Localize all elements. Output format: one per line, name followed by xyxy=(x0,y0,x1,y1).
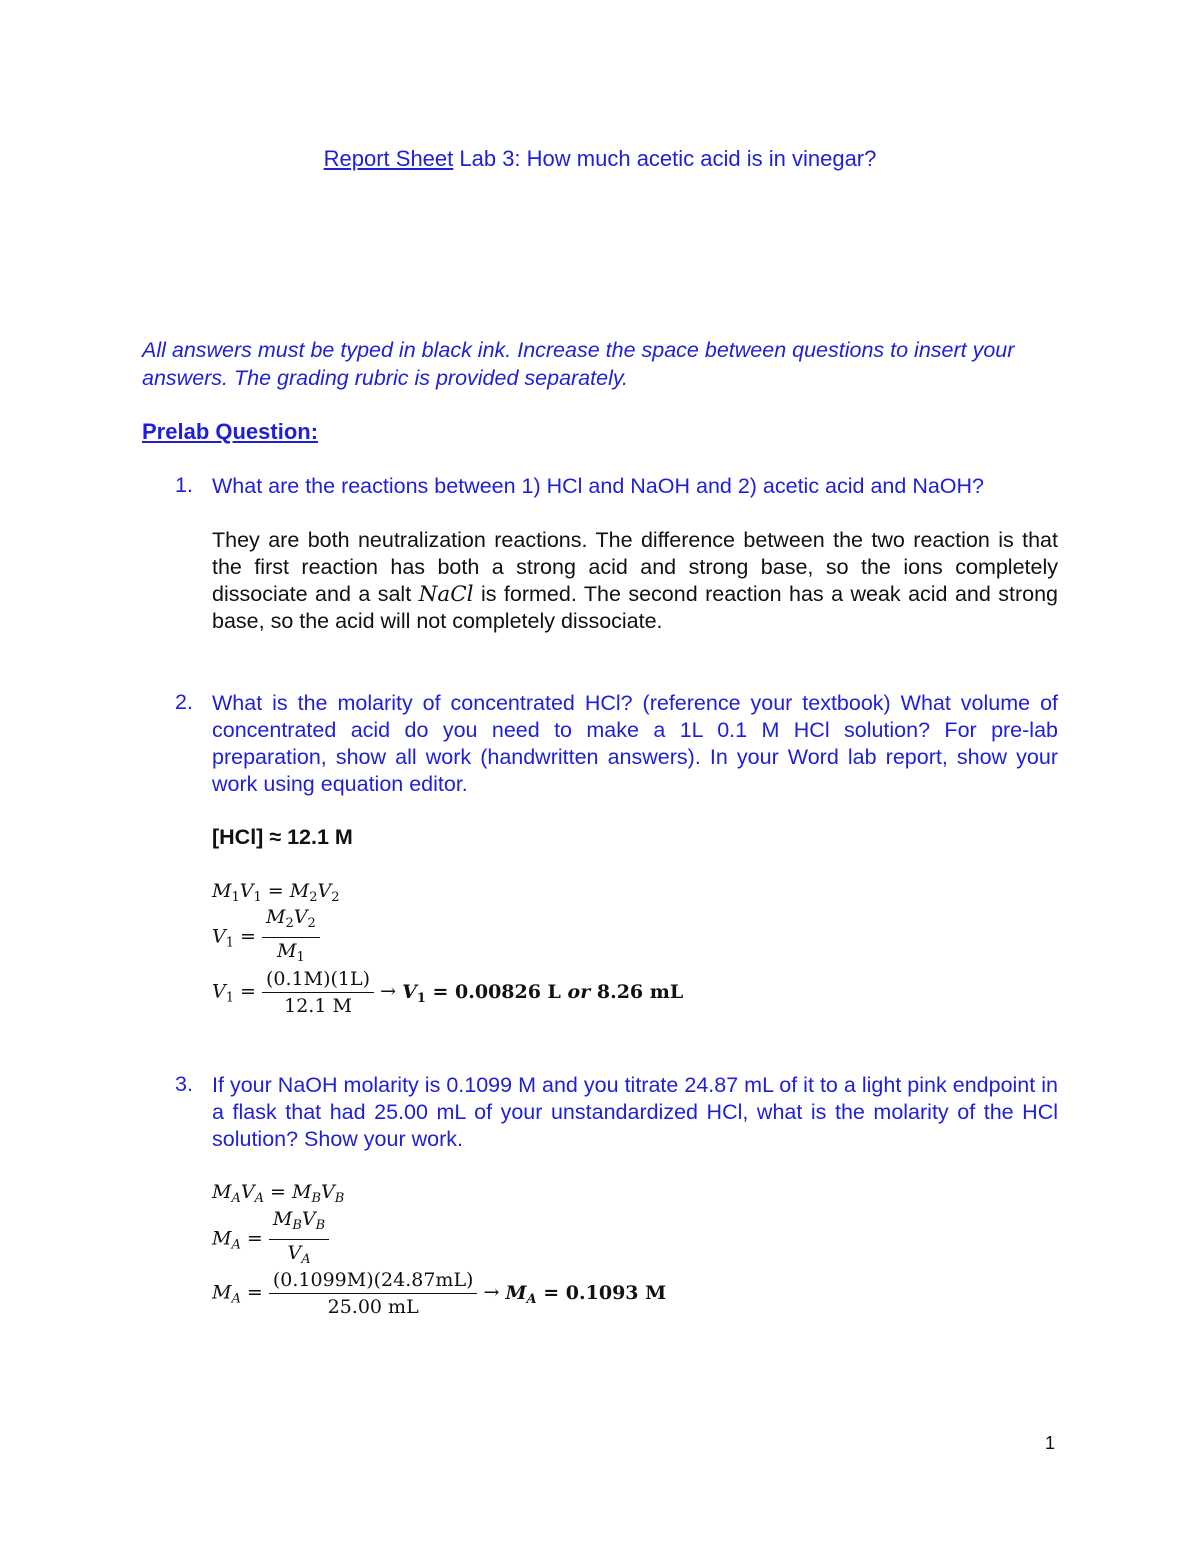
equation-v1-solve: $V_1$ = $\frac{M_2V_2}{M_1}$ xyxy=(212,904,320,971)
question-2-text: What is the molarity of concentrated HCl? (reference your textbook) What volume of concentrated acid do you need to make a 1L 0.1 M HCl solution? For pre-lab preparation, show all work (handwritten answers). In your Word lab report, show your work using equation editor. xyxy=(212,691,1058,796)
page-number: 1 xyxy=(1045,1433,1056,1453)
arrow-2: → xyxy=(483,1281,500,1304)
result-ma: 0.1093 M xyxy=(565,1281,667,1304)
hcl-concentration: [HCl] ≈ 12.1 M xyxy=(212,825,353,849)
report-sheet-link[interactable]: Report Sheet xyxy=(323,146,454,171)
question-3-number: 3. xyxy=(175,1072,193,1096)
fraction-v1-denominator: 12.1 M xyxy=(284,995,352,1017)
fraction-v1-values xyxy=(262,966,374,1019)
question-2-number: 2. xyxy=(175,690,193,714)
fraction-ma-numerator: (0.1099M)(24.87mL) xyxy=(269,1267,478,1294)
section-heading: Prelab Question: xyxy=(142,419,319,444)
equation-m1v1-m2v2: $M_1V_1 = M_2V_2$ xyxy=(212,880,340,905)
fraction-ma-values xyxy=(269,1267,478,1320)
equation-ma-result: $M_A$ = $\frac{(0.1099M)(24.87mL)}{25.00 mL}$ → $M_A = 0.1093$ M xyxy=(212,1269,667,1318)
arrow-1: → xyxy=(380,980,397,1003)
fraction-v1: $\frac{M_2V_2}{M_1}$ xyxy=(262,904,320,971)
instructions-text: All answers must be typed in black ink. Increase the space between questions to insert your answers. The grading rubric is provided separately. xyxy=(142,338,1015,390)
answer-1-part1: They are both neutralization reactions. The difference between the two reaction is that the first reaction has both a strong acid and strong base, so the ions completely dissociate and a salt xyxy=(212,528,1058,606)
title-rest: Lab 3: How much acetic acid is in vinegar? xyxy=(453,146,877,171)
question-3-text: If your NaOH molarity is 0.1099 M and you titrate 24.87 mL of it to a light pink endpoint in a flask that had 25.00 mL of your unstandardized HCl, what is the molarity of the HCl solution? Show your work. xyxy=(212,1073,1058,1151)
result-ml: 8.26 mL xyxy=(596,980,684,1003)
fraction-v1-numerator: (0.1M)(1L) xyxy=(262,966,374,993)
question-1-number: 1. xyxy=(175,473,193,497)
equation-v1-result: $V_1$ = $\frac{(0.1M)(1L)}{12.1 M}$ → $V_1 = 0.00826$ L or 8.26 mL xyxy=(212,968,684,1017)
fraction-ma-denominator: 25.00 mL xyxy=(327,1296,419,1318)
answer-1-salt: NaCl xyxy=(418,582,474,607)
question-1-answer xyxy=(212,527,1058,635)
equation-ma-solve: $M_A$ = $\frac{M_BV_B}{V_A}$ xyxy=(212,1206,329,1273)
page-title xyxy=(0,146,1200,172)
or-text: or xyxy=(567,980,591,1003)
equation-mava-mbvb: $M_AV_A = M_BV_B$ xyxy=(212,1181,345,1206)
fraction-ma: $\frac{M_BV_B}{V_A}$ xyxy=(269,1206,329,1273)
answer-1-part2: is formed. The second reaction has a weak acid and strong base, so the acid will not completely dissociate. xyxy=(212,582,1058,633)
question-1-text: What are the reactions between 1) HCl and NaOH and 2) acetic acid and NaOH? xyxy=(212,474,985,498)
